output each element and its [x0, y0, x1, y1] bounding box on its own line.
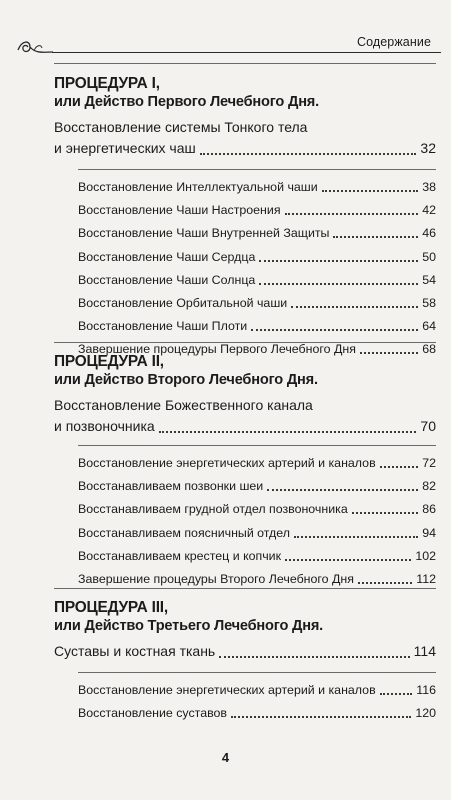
sub-entry-label: Восстановление энергетических артерий и каналов	[78, 456, 376, 470]
page-number: 50	[422, 249, 436, 264]
dot-leader	[294, 536, 418, 538]
section-subheading: или Действо Второго Лечебного Дня.	[54, 372, 318, 388]
page-number: 54	[422, 272, 436, 287]
page-number: 70	[420, 418, 436, 434]
main-entry-line1: Восстановление Божественного канала	[54, 397, 313, 413]
dot-leader	[259, 283, 418, 285]
sub-entry-label: Завершение процедуры Второго Лечебного Дня	[78, 571, 354, 586]
main-entry-line2: Суставы и костная ткань	[54, 643, 216, 659]
section-divider	[54, 63, 436, 64]
page-number: 102	[415, 548, 436, 563]
toc-main-entry[interactable]	[54, 395, 436, 437]
running-header	[16, 34, 441, 58]
page-number: 72	[422, 456, 436, 470]
toc-sub-entry[interactable]	[78, 180, 436, 195]
toc-section-1	[54, 74, 436, 366]
toc-sub-entry[interactable]	[78, 706, 436, 721]
main-entry-line1: Восстановление системы Тонкого тела	[54, 119, 308, 135]
page-number: 32	[420, 140, 436, 156]
sub-entry-label: Восстанавливаем крестец и копчик	[78, 548, 282, 563]
dot-leader	[380, 693, 413, 695]
section-heading: ПРОЦЕДУРА III,	[54, 599, 168, 616]
sub-entry-label: Завершение процедуры Первого Лечебного Дня	[78, 342, 356, 357]
toc-sub-list	[78, 180, 436, 357]
toc-sub-list	[78, 683, 436, 721]
toc-sub-entry[interactable]	[78, 319, 436, 334]
dot-leader	[352, 512, 418, 514]
dot-leader	[219, 656, 409, 658]
sub-entry-label: Восстанавливаем поясничный отдел	[78, 525, 291, 540]
toc-sub-entry[interactable]	[78, 226, 436, 241]
dot-leader	[285, 559, 411, 561]
page-number: 38	[422, 180, 436, 194]
sub-entry-label: Восстановление Чаши Внутренней Защиты	[78, 226, 330, 241]
sub-entry-label: Восстановление энергетических артерий и каналов	[78, 683, 376, 697]
sub-entry-label: Восстановление Орбитальной чаши	[78, 295, 288, 310]
toc-sub-entry[interactable]	[78, 203, 436, 218]
toc-sub-entry[interactable]	[78, 479, 436, 494]
sub-entry-label: Восстановление Чаши Сердца	[78, 249, 256, 264]
page-number: 120	[415, 706, 436, 721]
toc-main-entry[interactable]	[54, 641, 436, 662]
page-number: 46	[422, 226, 436, 241]
dot-leader	[358, 582, 412, 584]
toc-sub-entry[interactable]	[78, 683, 436, 698]
page-number: 58	[422, 295, 436, 310]
sub-entry-label: Восстановление Чаши Плоти	[78, 319, 248, 334]
page-number: 42	[422, 203, 436, 218]
toc-section-2	[54, 352, 436, 595]
toc-sub-entry[interactable]	[78, 250, 436, 265]
header-rule	[52, 52, 441, 53]
toc-sub-list	[78, 456, 436, 587]
page-number: 116	[416, 683, 436, 697]
toc-section-3	[54, 598, 436, 729]
sub-entry-label: Восстановление Чаши Настроения	[78, 203, 281, 218]
subsection-divider	[78, 672, 436, 673]
flourish-ornament-icon	[16, 36, 54, 56]
page-number-folio: 4	[221, 750, 230, 765]
toc-sub-entry[interactable]	[78, 572, 436, 587]
toc-sub-entry[interactable]	[78, 502, 436, 517]
page-number: 112	[416, 571, 436, 586]
dot-leader	[267, 489, 418, 491]
section-subheading: или Действо Первого Лечебного Дня.	[54, 94, 319, 110]
toc-sub-entry[interactable]	[78, 296, 436, 311]
main-entry-line2: и позвоночника	[54, 418, 155, 434]
section-heading: ПРОЦЕДУРА I,	[54, 75, 160, 92]
page-number: 68	[422, 342, 436, 357]
toc-sub-entry[interactable]	[78, 273, 436, 288]
page-number: 82	[422, 479, 436, 494]
dot-leader	[251, 329, 418, 331]
dot-leader	[322, 190, 419, 192]
sub-entry-label: Восстановление Чаши Солнца	[78, 272, 256, 287]
dot-leader	[291, 306, 418, 308]
header-title: Содержание	[351, 35, 431, 49]
main-entry-line2: и энергетических чаш	[54, 140, 196, 156]
toc-sub-entry[interactable]	[78, 526, 436, 541]
sub-entry-label: Восстановление Интеллектуальной чаши	[78, 180, 318, 194]
dot-leader	[159, 431, 417, 433]
toc-sub-entry[interactable]	[78, 549, 436, 564]
toc-sub-entry[interactable]	[78, 456, 436, 471]
dot-leader	[200, 153, 417, 155]
dot-leader	[380, 466, 419, 468]
sub-entry-label: Восстанавливаем позвонки шеи	[78, 479, 264, 494]
section-heading: ПРОЦЕДУРА II,	[54, 353, 164, 370]
sub-entry-label: Восстанавливаем грудной отдел позвоночника	[78, 502, 348, 517]
page-number: 64	[422, 319, 436, 334]
dot-leader	[333, 236, 418, 238]
page-number: 86	[422, 502, 436, 517]
dot-leader	[259, 260, 418, 262]
page-number: 94	[422, 525, 436, 540]
dot-leader	[231, 716, 411, 718]
page-number: 114	[413, 643, 436, 659]
sub-entry-label: Восстановление суставов	[78, 706, 228, 721]
subsection-divider	[78, 169, 436, 170]
dot-leader	[285, 213, 419, 215]
section-subheading: или Действо Третьего Лечебного Дня.	[54, 618, 323, 634]
toc-main-entry[interactable]	[54, 117, 436, 159]
subsection-divider	[78, 445, 436, 446]
